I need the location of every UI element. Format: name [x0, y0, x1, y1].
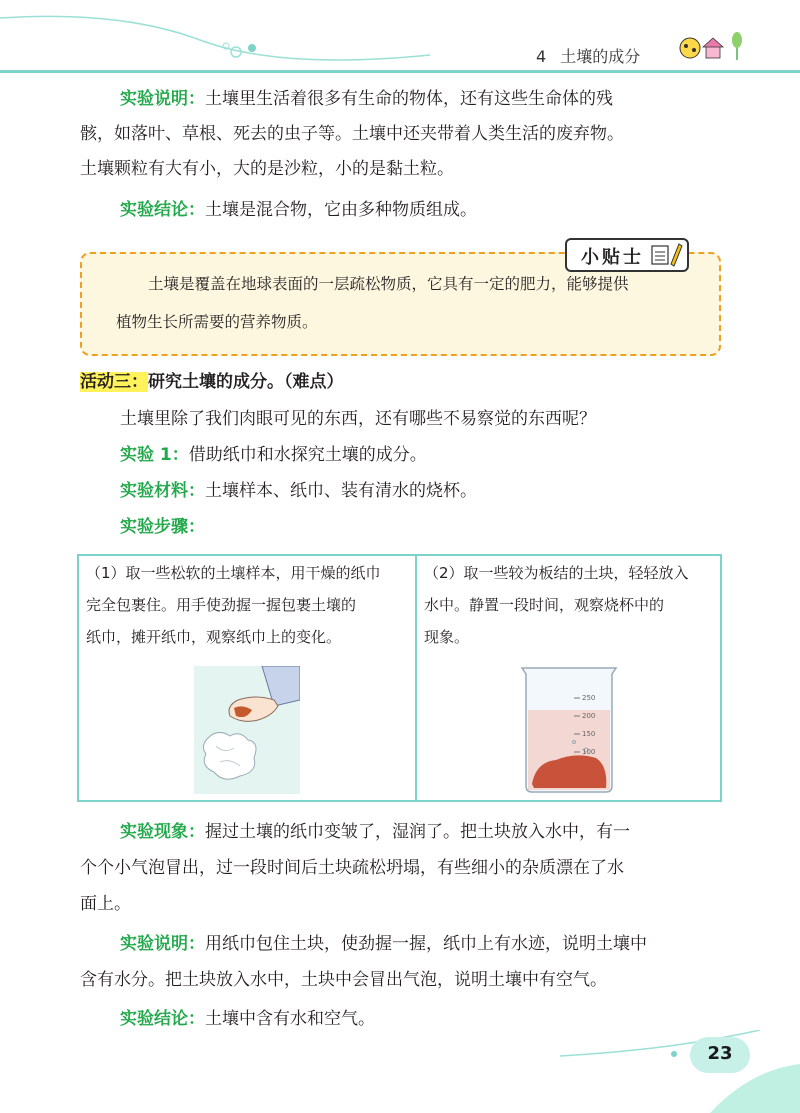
- conclusion-label: 实验结论：: [120, 200, 205, 220]
- step-1-line-1: （1）取一些松软的土壤样本，用干燥的纸巾: [86, 564, 381, 582]
- explain-line-2: 骸，如落叶、草根、死去的虫子等。土壤中还夹带着人类生活的废弃物。: [80, 124, 624, 144]
- page-number-badge: [690, 1037, 750, 1073]
- materials-text: 土壤样本、纸巾、装有清水的烧杯。: [205, 481, 477, 501]
- footer-decoration: [560, 1030, 800, 1113]
- step-2-line-2: 水中。静置一段时间，观察烧杯中的: [424, 596, 665, 614]
- materials-line: [120, 474, 477, 508]
- beaker-mark-200: 200: [582, 712, 596, 720]
- phenomenon-label: 实验现象：: [120, 822, 205, 842]
- tip-line-2: 植物生长所需要的营养物质。: [116, 313, 318, 331]
- step-1-line-3: 纸巾，摊开纸巾，观察纸巾上的变化。: [86, 628, 342, 646]
- experiment-1-line: [120, 438, 427, 472]
- steps-table-divider: [415, 554, 417, 802]
- tip-tag-label: 小贴士: [581, 247, 644, 268]
- ladybug-icon: [680, 38, 700, 58]
- running-header: [536, 44, 640, 67]
- explain-2-label: 实验说明：: [120, 934, 205, 954]
- conclusion-2-text: 土壤中含有水和空气。: [205, 1009, 375, 1029]
- header-decoration: [0, 0, 800, 80]
- steps-label: [120, 510, 205, 544]
- step-2-line-3: 现象。: [424, 628, 470, 646]
- chapter-title: 土壤的成分: [560, 47, 641, 66]
- notepad-pencil-icon: [649, 242, 683, 268]
- explain-text: 土壤里生活着很多有生命的物体，还有这些生命体的残: [205, 89, 613, 109]
- explain-2-line-2: 含有水分。把土块放入水中，土块中会冒出气泡，说明土壤中有空气。: [80, 970, 607, 990]
- page-number: 23: [707, 1043, 733, 1064]
- materials-label: 实验材料：: [120, 481, 205, 501]
- activity-title: 研究土壤的成分。（难点）: [148, 372, 344, 392]
- beaker-illustration: [516, 666, 622, 794]
- beaker-mark-150: 150: [582, 730, 596, 738]
- explain-paragraph-1: [120, 82, 613, 116]
- activity-heading: [80, 367, 344, 392]
- conclusion-text: 土壤是混合物，它由多种物质组成。: [205, 200, 477, 220]
- phenomenon-text: 握过土壤的纸巾变皱了，湿润了。把土块放入水中，有一: [205, 822, 630, 842]
- beaker-mark-250: 250: [582, 694, 596, 702]
- tip-line-1: 土壤是覆盖在地球表面的一层疏松物质，它具有一定的肥力，能够提供: [148, 275, 629, 293]
- conclusion-paragraph-2: [120, 1002, 375, 1036]
- experiment-1-text: 借助纸巾和水探究土壤的成分。: [188, 445, 427, 465]
- phenomenon-paragraph: [120, 815, 630, 849]
- phenomenon-line-2: 个个小气泡冒出，过一段时间后土块疏松坍塌，有些细小的杂质漂在了水: [80, 858, 624, 878]
- activity-label: 活动三：: [80, 372, 148, 392]
- conclusion-2-label: 实验结论：: [120, 1009, 205, 1029]
- phenomenon-line-3: 面上。: [80, 894, 131, 914]
- chapter-number: 4: [536, 47, 547, 66]
- flower-icon: [732, 32, 742, 60]
- hand-tissue-illustration: [194, 666, 300, 794]
- explain-label: 实验说明：: [120, 89, 205, 109]
- beaker-mark-100: 100: [582, 748, 596, 756]
- explain-2-text: 用纸巾包住土块，使劲握一握，纸巾上有水迹，说明土壤中: [205, 934, 647, 954]
- conclusion-paragraph-1: [120, 193, 477, 227]
- header-rule: [0, 70, 800, 73]
- intro-text: 土壤里除了我们肉眼可见的东西，还有哪些不易察觉的东西呢？: [120, 409, 596, 429]
- step-2-line-1: （2）取一些较为板结的土块，轻轻放入: [424, 564, 689, 582]
- house-icon: [703, 38, 723, 58]
- step-1-line-2: 完全包裹住。用手使劲握一握包裹土壤的: [86, 596, 357, 614]
- steps-label-text: 实验步骤：: [120, 517, 205, 537]
- explain-line-3: 土壤颗粒有大有小，大的是沙粒，小的是黏土粒。: [80, 159, 454, 179]
- explain-paragraph-2: [120, 927, 647, 961]
- experiment-1-label: 实验 1：: [120, 445, 189, 465]
